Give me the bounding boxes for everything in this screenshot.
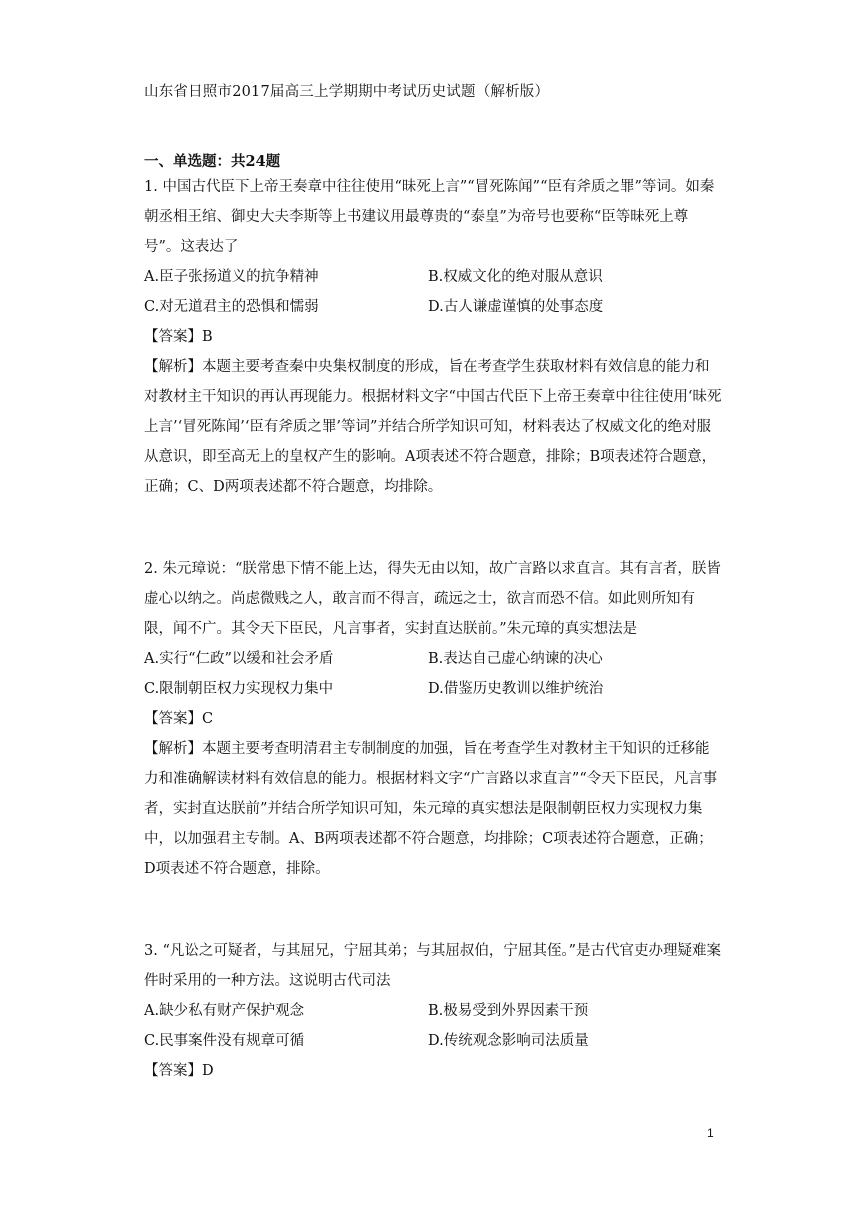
option-a: A.臣子张扬道义的抗争精神: [144, 269, 319, 285]
document-title: 山东省日照市2017届高三上学期期中考试历史试题（解析版）: [144, 84, 550, 100]
answer: 【答案】C: [144, 711, 214, 727]
question-1: [144, 172, 722, 502]
question-options: [144, 996, 722, 1056]
option-b: B.极易受到外界因素干预: [428, 1003, 589, 1019]
option-a: A.缺少私有财产保护观念: [144, 1003, 305, 1019]
question-options: [144, 644, 722, 704]
option-c: C.限制朝臣权力实现权力集中: [144, 681, 334, 697]
option-b: B.权威文化的绝对服从意识: [428, 269, 603, 285]
page-number: 1: [707, 1126, 714, 1140]
answer: 【答案】D: [144, 1063, 214, 1079]
option-b: B.表达自己虚心纳谏的决心: [428, 651, 603, 667]
question-3: [144, 936, 722, 1086]
option-d: D.古人谦虚谨慎的处事态度: [428, 299, 604, 315]
option-a: A.实行“仁政”以缓和社会矛盾: [144, 651, 334, 667]
question-stem: 2. 朱元璋说：“朕常患下情不能上达，得失无由以知，故广言路以求直言。其有言者，朕皆虚心以纳之。尚虑微贱之人，敢言而不得言，疏远之士，欲言而恐不信。如此则所知有限，闻不广。其令天下臣民，凡言事者，实封直达朕前。”朱元璋的真实想法是: [144, 561, 721, 637]
section-heading: 一、单选题：共24题: [144, 153, 281, 170]
answer: 【答案】B: [144, 329, 213, 345]
analysis: 【解析】本题主要考查明清君主专制制度的加强，旨在考查学生对教材主干知识的迁移能力和准确解读材料有效信息的能力。根据材料文字“广言路以求直言”“令天下臣民，凡言事者，实封直达朕前”并结合所学知识可知，朱元璋的真实想法是限制朝臣权力实现权力集中，以加强君主专制。A、B两项表述都不符合题意，均排除；C项表述符合题意，正确；D项表述不符合题意，排除。: [144, 741, 718, 877]
question-stem: 1. 中国古代臣下上帝王奏章中往往使用“昧死上言”“冒死陈闻”“臣有斧质之罪”等词。如秦朝丞相王绾、御史大夫李斯等上书建议用最尊贵的“泰皇”为帝号也要称“臣等昧死上尊号”。这表达了: [144, 179, 715, 255]
analysis: 【解析】本题主要考查秦中央集权制度的形成，旨在考查学生获取材料有效信息的能力和对教材主干知识的再认再现能力。根据材料文字“中国古代臣下上帝王奏章中往往使用‘昧死上言’‘冒死陈闻’‘臣有斧质之罪’等词”并结合所学知识可知，材料表达了权威文化的绝对服从意识，即至高无上的皇权产生的影响。A项表述不符合题意，排除；B项表述符合题意，正确；C、D两项表述都不符合题意，均排除。: [144, 359, 722, 495]
option-d: D.借鉴历史教训以维护统治: [428, 681, 604, 697]
question-options: [144, 262, 722, 322]
question-2: [144, 554, 722, 884]
question-stem: 3. “凡讼之可疑者，与其屈兄，宁屈其弟；与其屈叔伯，宁屈其侄。”是古代官吏办理疑难案件时采用的一种方法。这说明古代司法: [144, 943, 722, 989]
option-d: D.传统观念影响司法质量: [428, 1033, 589, 1049]
option-c: C.对无道君主的恐惧和懦弱: [144, 299, 319, 315]
option-c: C.民事案件没有规章可循: [144, 1033, 305, 1049]
